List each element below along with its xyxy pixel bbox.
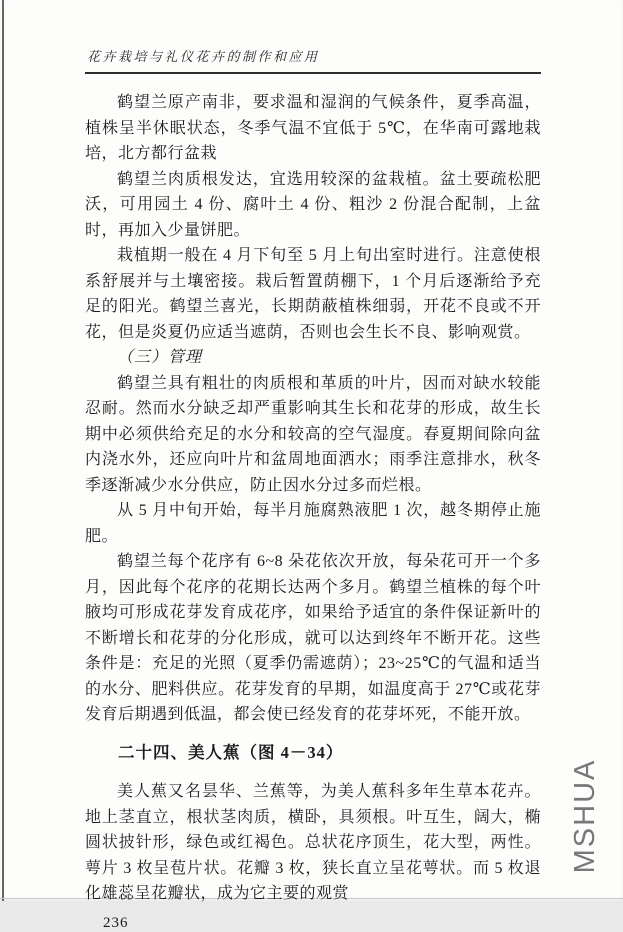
paragraph: 鹤望兰原产南非，要求温和湿润的气候条件，夏季高温，植株呈半休眠状态，冬季气温不宜低于 5℃，在华南可露地栽培，北方都行盆栽: [85, 94, 541, 162]
paragraph: 美人蕉又名昙华、兰蕉等，为美人蕉科多年生草本花卉。地上茎直立，根状茎肉质，横卧，具须根。叶互生，阔大，椭圆状披针形，绿色或红褐色。总状花序顶生，花大型，两性。萼片 3 枚呈苞片状。花瓣 3 枚，狭长直立呈花萼状。而 5 枚退化雄蕊呈花瓣状，成为它主要的观赏: [85, 783, 541, 902]
paragraph: 鹤望兰肉质根发达，宜选用较深的盆栽植。盆土要疏松肥沃，可用园土 4 份、腐叶土 4 份、粗沙 2 份混合配制，上盆时，再加入少量饼肥。: [85, 170, 541, 239]
text-body: [85, 90, 541, 907]
running-head-rule: [85, 72, 541, 74]
section-heading: 二十四、美人蕉（图 4－34）: [118, 742, 344, 762]
page-content: [85, 46, 541, 932]
subsection-heading: （三）管理: [117, 349, 203, 366]
scan-edge-left: [2, 0, 4, 901]
watermark: MSHUA: [569, 758, 601, 874]
page-number: 236: [103, 914, 129, 931]
running-head: 花卉栽培与礼仪花卉的制作和应用: [87, 49, 320, 64]
paragraph: 鹤望兰具有粗壮的肉质根和革质的叶片，因而对缺水较能忍耐。然而水分缺乏却严重影响其生长和花芽的形成，故生长期中必须供给充足的水分和较高的空气湿度。春夏期间除向盆内浇水外，还应向叶片和盆周地面洒水；雨季注意排水，秋冬季逐渐减少水分供应，防止因水分过多而烂根。: [85, 374, 541, 494]
paragraph: 栽植期一般在 4 月下旬至 5 月上旬出室时进行。注意使根系舒展并与土壤密接。栽后暂置荫棚下，1 个月后逐渐给予充足的阳光。鹤望兰喜光，长期荫蔽植株细弱，开花不良或不开花，但是炎夏仍应适当遮荫，否则也会生长不良、影响观赏。: [85, 247, 541, 341]
paragraph: 鹤望兰每个花序有 6~8 朵花依次开放，每朵花可开一个多月，因此每个花序的花期长达两个多月。鹤望兰植株的每个叶腋均可形成花芽发育成花序，如果给予适宜的条件保证新叶的不断增长和花芽的分化形成，就可以达到终年不断开花。这些条件是：充足的光照（夏季仍需遮荫）；23~25℃的气温和适当的水分、肥料供应。花芽发育的早期，如温度高于 27℃或花芽发育后期遇到低温，都会使已经发育的花芽坏死，不能开放。: [85, 553, 541, 723]
paragraph: 从 5 月中旬开始，每半月施腐熟液肥 1 次，越冬期停止施肥。: [85, 502, 541, 545]
